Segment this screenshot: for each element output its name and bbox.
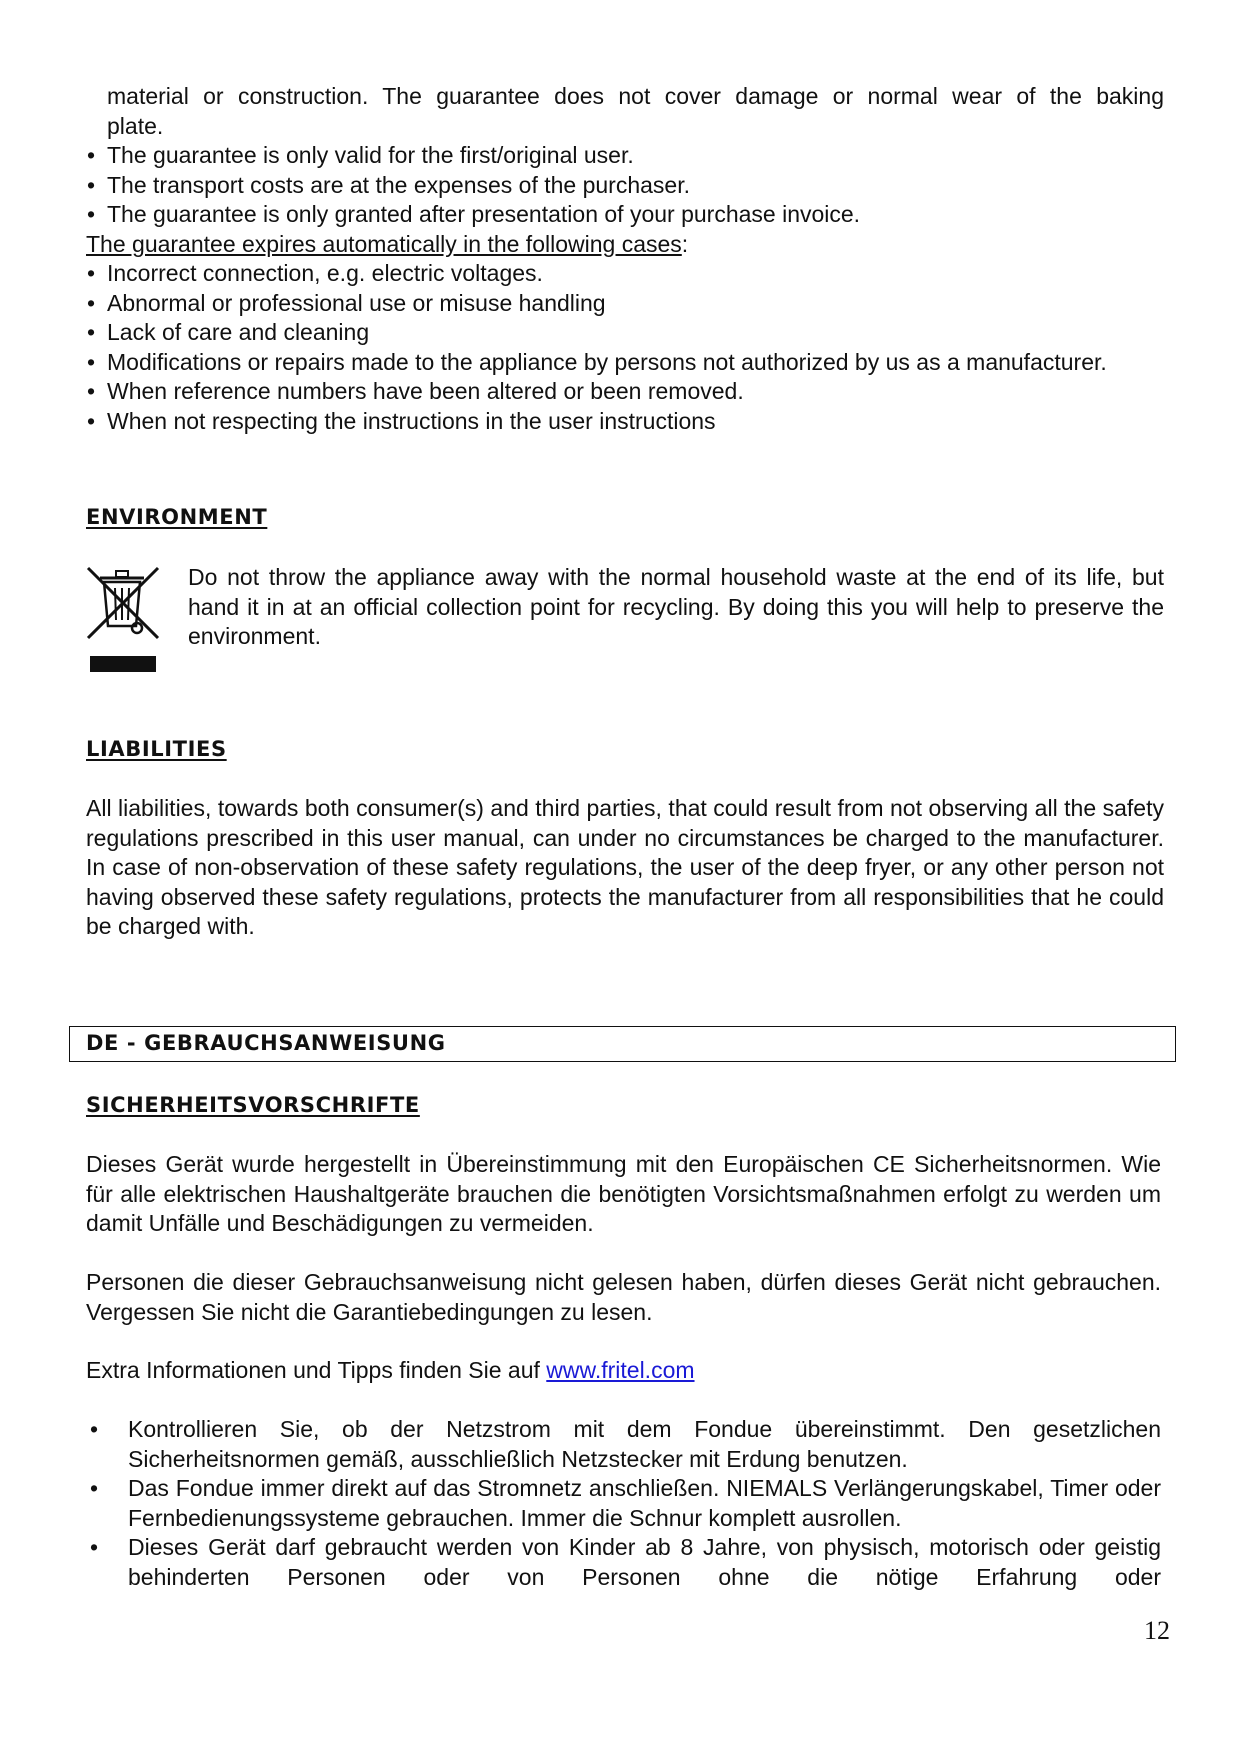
de-paragraph-2: Personen die dieser Gebrauchsanweisung nicht gelesen haben, dürfen dieses Gerät nicht gebrauchen. Vergessen Sie nicht die Garantiebedingungen zu lesen. [86,1269,1161,1325]
guarantee-continuation-line2: plate. [107,112,164,139]
guarantee-expires-colon: : [681,230,689,257]
guarantee-continuation-line1: material or construction. The guarantee does not cover damage or normal wear of the baking [107,83,1164,109]
environment-text: Do not throw the appliance away with the normal household waste at the end of its life, but hand it in at an official collection point for recycling. By doing this you will help to preserve the environment. [188,564,1164,649]
guarantee-bullet-list [86,141,1164,230]
liabilities-text: All liabilities, towards both consumer(s) and third parties, that could result from not observing all the safety regulations prescribed in this user manual, can under no circumstances be charged to the manufacturer. In case of non-observation of these safety regulations, the user of the deep fryer, or any other person not having observed these safety regulations, protects the manufacturer from all responsibilities that he could be charged with. [86,795,1164,939]
list-item: • When reference numbers have been altered or been removed. [86,377,1164,407]
list-item: • Lack of care and cleaning [86,318,1164,348]
list-item: • The transport costs are at the expenses of the purchaser. [86,171,1164,201]
liabilities-heading: LIABILITIES [86,737,227,761]
list-item: • Das Fondue immer direkt auf das Stromnetz anschließen. NIEMALS Verlängerungskabel, Timer oder Fernbedienungssysteme gebrauchen. Immer die Schnur komplett ausrollen. [86,1474,1161,1533]
de-extra-info-text: Extra Informationen und Tipps finden Sie auf [86,1357,547,1383]
de-section-banner: DE - GEBRAUCHSANWEISUNG [69,1026,1176,1062]
guarantee-expires-heading [86,230,1164,260]
de-extra-info [86,1356,1164,1386]
safety-heading-de: SICHERHEITSVORSCHRIFTE [86,1093,420,1117]
list-item: • Abnormal or professional use or misuse handling [86,289,1164,319]
de-paragraph-1: Dieses Gerät wurde hergestellt in Übereinstimmung mit den Europäischen CE Sicherheitsnormen. Wie für alle elektrischen Haushaltgeräte brauchen die benötigten Vorsichtsmaßnahmen erfolgt zu werden um damit Unfälle und Beschädigungen zu vermeiden. [86,1151,1161,1236]
fritel-website-link[interactable]: www.fritel.com [546,1357,695,1383]
list-item: • Modifications or repairs made to the appliance by persons not authorized by us as a manufacturer. [86,348,1164,378]
guarantee-expires-label: The guarantee expires automatically in the following cases [86,230,682,257]
de-safety-bullets [86,1415,1161,1592]
list-item: • The guarantee is only granted after presentation of your purchase invoice. [86,200,1164,230]
list-item: • Incorrect connection, e.g. electric voltages. [86,259,1164,289]
guarantee-section [86,82,1164,436]
list-item: • When not respecting the instructions in the user instructions [86,407,1164,437]
weee-crossed-bin-icon [82,560,166,672]
list-item: • The guarantee is only valid for the first/original user. [86,141,1164,171]
guarantee-expire-list [86,259,1164,436]
list-item: • Dieses Gerät darf gebraucht werden von Kinder ab 8 Jahre, von physisch, motorisch oder geistig behinderten Personen oder von Personen ohne die nötige Erfahrung oder [86,1533,1161,1592]
environment-heading: ENVIRONMENT [86,505,268,529]
list-item: • Kontrollieren Sie, ob der Netzstrom mit dem Fondue übereinstimmt. Den gesetzlichen Sicherheitsnormen gemäß, ausschließlich Netzstecker mit Erdung benutzen. [86,1415,1161,1474]
page-number: 12 [1144,1616,1170,1645]
